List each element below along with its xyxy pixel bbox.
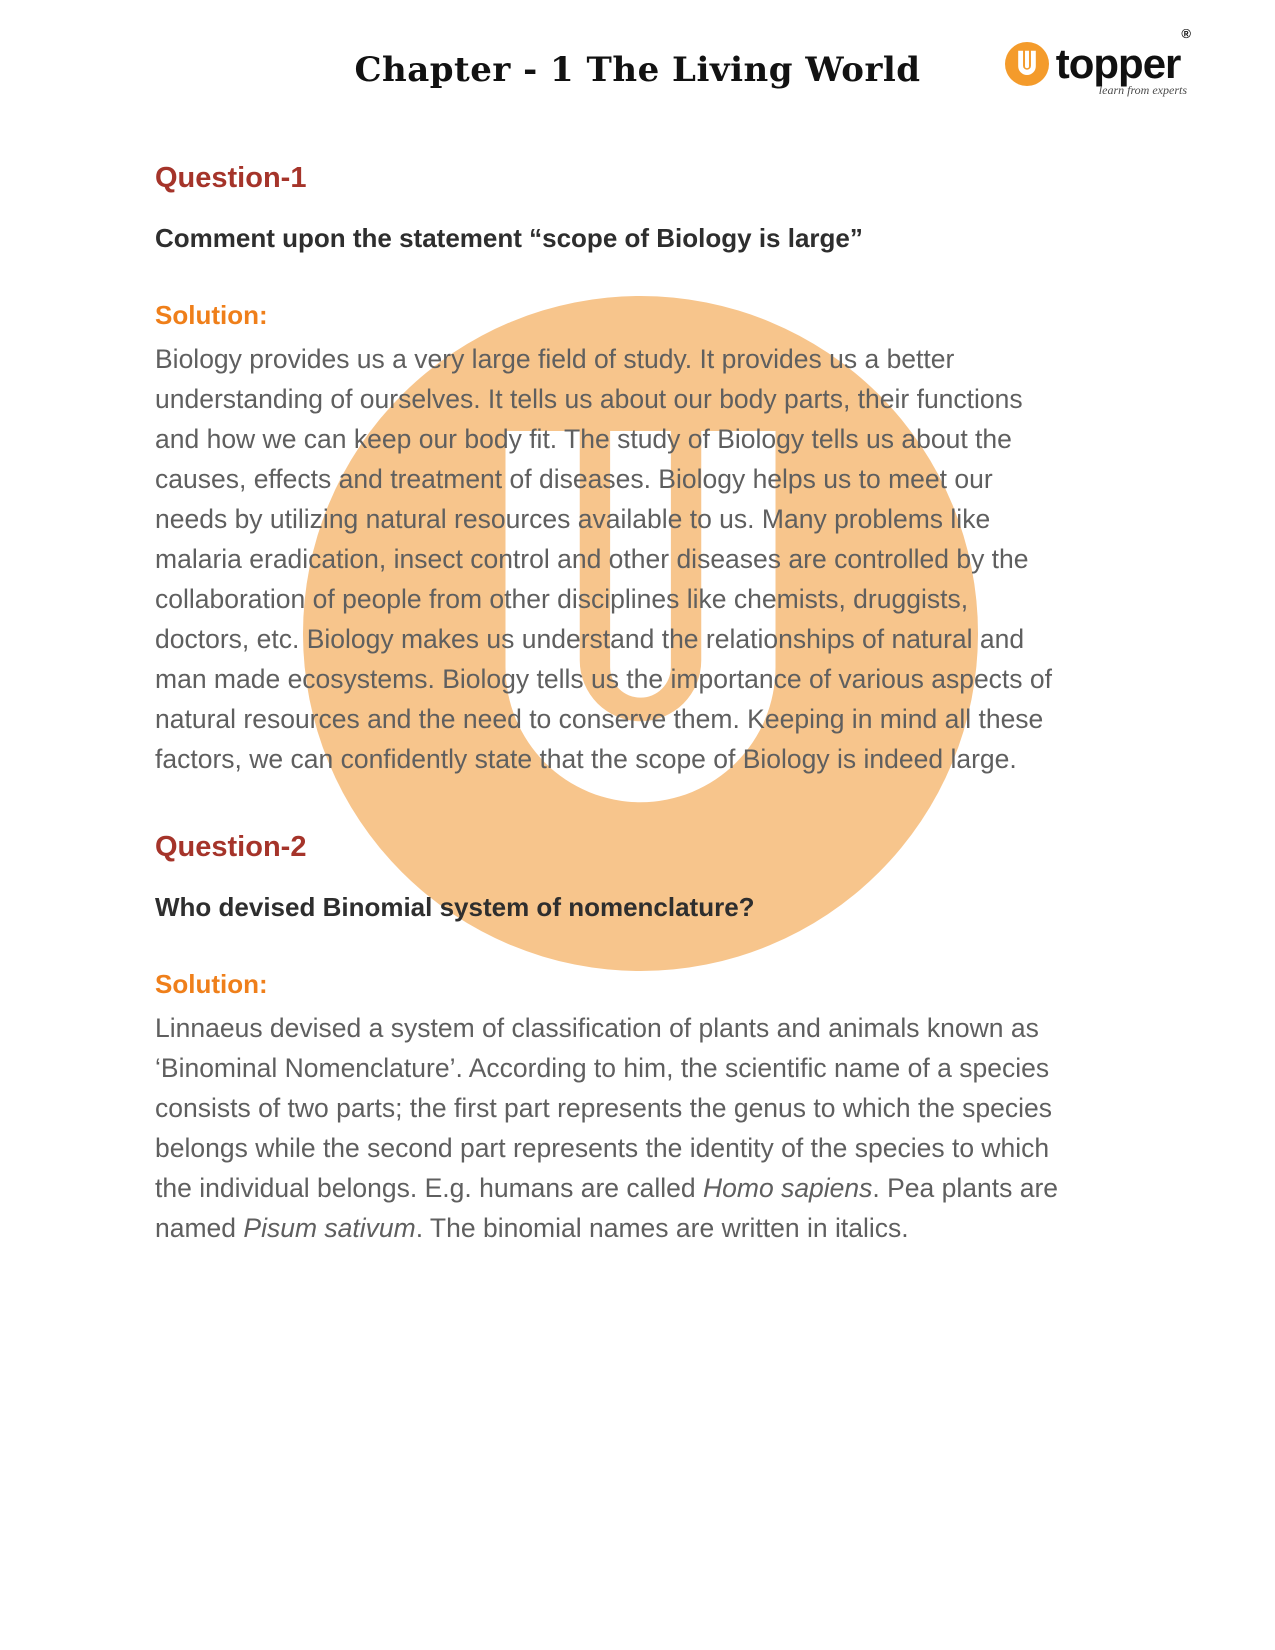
question-block-1 — [155, 162, 1060, 779]
brand-logo-row — [1005, 26, 1190, 87]
solution-2-part: . Pea plants are named — [155, 1173, 1059, 1243]
brand-logo — [1005, 26, 1190, 98]
solution-2-part: Linnaeus devised a system of classification of plants and animals known as ‘Binominal Nomenclature’. According to him, the scientific name of a species consists of two parts; the first part represents the genus to which the species belongs while the second part represents the identity of the species to which the individual belongs. E.g. humans are called — [155, 1013, 1053, 1203]
question-1-heading: Question-1 — [155, 162, 307, 194]
species-name-italic: Pisum sativum — [243, 1213, 416, 1243]
solution-1-text: Biology provides us a very large field of study. It provides us a better understanding of ourselves. It tells us about our body parts, their functions and how we can keep our body fit. The study of Biology tells us about the causes, effects and treatment of diseases. Biology helps us to meet our needs by utilizing natural resources available to us. Many problems like malaria eradication, insect control and other diseases are controlled by the collaboration of people from other disciplines like chemists, druggists, doctors, etc. Biology makes us understand the relationships of natural and man made ecosystems. Biology tells us the importance of various aspects of natural resources and the need to conserve them. Keeping in mind all these factors, we can confidently state that the scope of Biology is indeed large. — [155, 344, 1053, 774]
question-block-2 — [155, 831, 1060, 1248]
brand-name — [1055, 26, 1190, 87]
question-1-text: Comment upon the statement “scope of Biology is large” — [155, 223, 863, 253]
question-2-text: Who devised Binomial system of nomenclature? — [155, 892, 755, 922]
registered-mark: ® — [1181, 26, 1190, 41]
utopper-logo-icon — [1005, 42, 1049, 86]
brand-name-text: topper — [1055, 40, 1181, 87]
page-title: Chapter - 1 The Living World — [354, 50, 921, 90]
solution-2-label: Solution: — [155, 969, 268, 999]
brand-tagline: learn from experts — [1098, 83, 1187, 97]
question-2-heading: Question-2 — [155, 831, 307, 863]
solution-2-part: . The binomial names are written in italics. — [415, 1213, 909, 1243]
solution-1-label: Solution: — [155, 300, 268, 330]
solution-2-text — [155, 1008, 1060, 1248]
species-name-italic: Homo sapiens — [703, 1173, 873, 1203]
document-body — [155, 162, 1060, 1248]
